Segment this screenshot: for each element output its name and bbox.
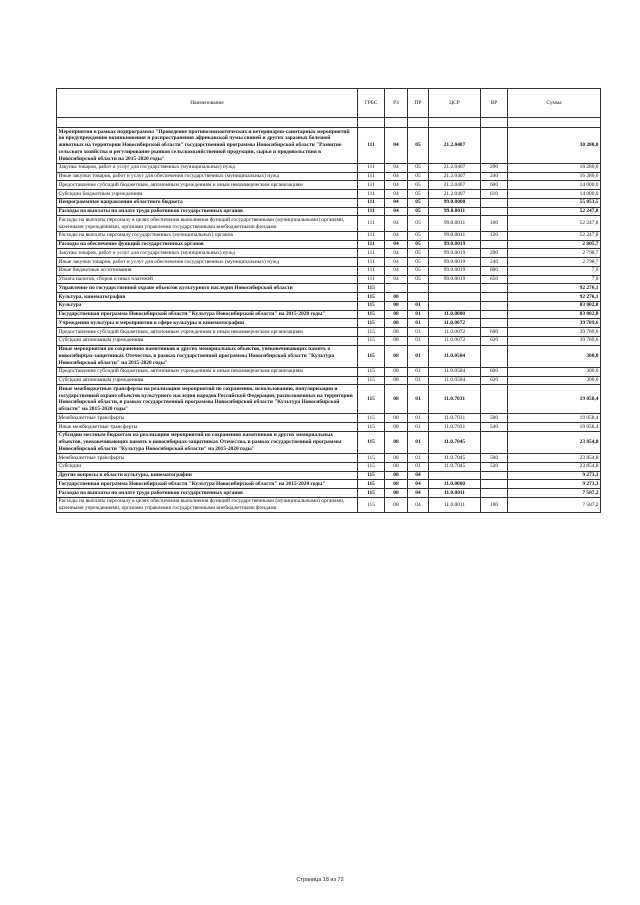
cell-vr: 520	[481, 462, 508, 471]
cell-vr: 200	[481, 249, 508, 258]
cell-vr: 500	[481, 414, 508, 423]
cell-grbs: 115	[358, 284, 385, 293]
cell-rz: 08	[385, 367, 408, 376]
cell-name: Предоставление субсидий бюджетным, автономным учреждениям и иным некоммерческим организациям	[57, 367, 358, 376]
cell-sum: 30 280,0	[508, 128, 601, 164]
cell-grbs: 115	[358, 423, 385, 432]
cell-vr: 100	[481, 216, 508, 232]
cell-vr: 620	[481, 336, 508, 345]
cell-grbs: 115	[358, 376, 385, 385]
cell-csr: 11.0.7045	[429, 431, 481, 453]
cell-rz: 08	[385, 301, 408, 310]
cell-vr	[481, 431, 508, 453]
cell-sum: 300,0	[508, 367, 601, 376]
cell-sum: 23 854,8	[508, 431, 601, 453]
table-row	[57, 293, 601, 302]
cell-vr: 500	[481, 454, 508, 463]
cell-name: Субсидии автономным учреждениям	[57, 336, 358, 345]
cell-vr: 610	[481, 190, 508, 199]
cell-sum: 9 273,3	[508, 480, 601, 489]
spacer-cell	[481, 118, 508, 128]
cell-rz: 04	[385, 258, 408, 267]
cell-vr: 540	[481, 423, 508, 432]
cell-rz: 08	[385, 480, 408, 489]
cell-rz: 04	[385, 190, 408, 199]
cell-grbs: 115	[358, 454, 385, 463]
table-row	[57, 301, 601, 310]
cell-rz: 08	[385, 423, 408, 432]
cell-vr: 600	[481, 367, 508, 376]
cell-pr: 01	[408, 301, 429, 310]
cell-name: Иные мероприятия по сохранению памятников и других мемориальных объектов, увековечивающих память о новосибирцах-защитниках Отечества, в рамках государственной программы Новосибирской области "Культура Новосибирской области" на 2015-2020 годы"	[57, 345, 358, 367]
cell-rz: 08	[385, 385, 408, 414]
cell-vr: 200	[481, 163, 508, 172]
cell-pr: 01	[408, 336, 429, 345]
table-row	[57, 258, 601, 267]
cell-name: Государственная программа Новосибирской области "Культура Новосибирской области" на 2015-2020 годы"	[57, 310, 358, 319]
cell-sum: 39 789,6	[508, 336, 601, 345]
cell-grbs: 115	[358, 497, 385, 513]
cell-pr: 01	[408, 376, 429, 385]
cell-pr: 01	[408, 345, 429, 367]
cell-vr	[481, 301, 508, 310]
cell-name: Предоставление субсидий бюджетным, автономным учреждениям и иным некоммерческим организациям	[57, 181, 358, 190]
cell-pr: 05	[408, 216, 429, 232]
cell-grbs: 111	[358, 258, 385, 267]
cell-sum: 55 053,5	[508, 198, 601, 207]
header-sum: Сумма	[508, 89, 601, 118]
cell-name: Другие вопросы в области культуры, кинематографии	[57, 471, 358, 480]
cell-vr	[481, 385, 508, 414]
cell-rz: 08	[385, 489, 408, 498]
cell-grbs: 115	[358, 336, 385, 345]
cell-vr	[481, 240, 508, 249]
cell-name: Расходы на выплаты по оплате труда работников государственных органов	[57, 489, 358, 498]
cell-sum: 14 000,0	[508, 181, 601, 190]
cell-rz: 04	[385, 216, 408, 232]
spacer-cell	[408, 118, 429, 128]
table-row	[57, 249, 601, 258]
cell-name: Культура, кинематография	[57, 293, 358, 302]
cell-pr: 04	[408, 489, 429, 498]
cell-vr	[481, 207, 508, 216]
cell-rz: 04	[385, 198, 408, 207]
cell-vr: 800	[481, 266, 508, 275]
header-name: Наименование	[57, 89, 358, 118]
cell-sum: 7,0	[508, 275, 601, 284]
cell-name: Иные закупки товаров, работ и услуг для обеспечения государственных (муниципальных) нужд	[57, 258, 358, 267]
cell-pr: 04	[408, 497, 429, 513]
cell-csr: 11.0.0072	[429, 336, 481, 345]
cell-csr: 11.0.0504	[429, 367, 481, 376]
header-spacer-row	[57, 118, 601, 128]
cell-sum: 92 276,1	[508, 284, 601, 293]
cell-grbs: 115	[358, 471, 385, 480]
cell-rz: 04	[385, 207, 408, 216]
cell-pr	[408, 284, 429, 293]
table-row	[57, 489, 601, 498]
cell-pr: 01	[408, 385, 429, 414]
cell-rz: 08	[385, 454, 408, 463]
cell-name: Расходы на выплаты персоналу государственных (муниципальных) органов	[57, 231, 358, 240]
cell-rz: 08	[385, 414, 408, 423]
cell-csr: 11.0.0504	[429, 345, 481, 367]
table-row	[57, 231, 601, 240]
cell-pr	[408, 293, 429, 302]
cell-csr	[429, 301, 481, 310]
header-rz: РЗ	[385, 89, 408, 118]
table-body	[57, 128, 601, 513]
table-row	[57, 462, 601, 471]
cell-grbs: 115	[358, 385, 385, 414]
cell-grbs: 111	[358, 275, 385, 284]
cell-pr: 01	[408, 328, 429, 337]
cell-pr: 01	[408, 319, 429, 328]
cell-sum: 19 058,4	[508, 414, 601, 423]
cell-sum: 39 789,6	[508, 319, 601, 328]
cell-sum: 83 002,8	[508, 301, 601, 310]
header-pr: ПР	[408, 89, 429, 118]
cell-vr	[481, 471, 508, 480]
cell-csr	[429, 284, 481, 293]
cell-csr: 11.0.7031	[429, 385, 481, 414]
cell-sum: 52 247,8	[508, 207, 601, 216]
cell-rz: 08	[385, 319, 408, 328]
table-row	[57, 275, 601, 284]
cell-grbs: 115	[358, 301, 385, 310]
cell-pr: 01	[408, 454, 429, 463]
cell-rz: 04	[385, 249, 408, 258]
table-row	[57, 207, 601, 216]
cell-rz: 08	[385, 293, 408, 302]
cell-pr: 01	[408, 423, 429, 432]
cell-pr: 05	[408, 258, 429, 267]
cell-pr: 01	[408, 431, 429, 453]
cell-csr: 99.0.0011	[429, 207, 481, 216]
cell-vr: 240	[481, 172, 508, 181]
budget-table	[56, 88, 601, 513]
cell-pr: 05	[408, 172, 429, 181]
cell-pr: 05	[408, 240, 429, 249]
table-row	[57, 181, 601, 190]
cell-csr: 99.0.0019	[429, 266, 481, 275]
table-row	[57, 240, 601, 249]
cell-grbs: 111	[358, 163, 385, 172]
cell-name: Расходы на обеспечение функций государственных органов	[57, 240, 358, 249]
cell-rz: 04	[385, 181, 408, 190]
table-row	[57, 128, 601, 164]
cell-sum: 2 798,7	[508, 249, 601, 258]
cell-name: Расходы на выплаты персоналу в целях обеспечения выполнения функций государственными (муниципальными) органами, казенными учреждениями, органами управления государственными внебюджетными фондами	[57, 497, 358, 513]
cell-sum: 7 587,2	[508, 489, 601, 498]
cell-name: Субсидии бюджетным учреждениям	[57, 190, 358, 199]
table-row	[57, 431, 601, 453]
cell-sum: 300,0	[508, 345, 601, 367]
cell-csr: 11.0.7045	[429, 454, 481, 463]
cell-grbs: 111	[358, 249, 385, 258]
spacer-cell	[57, 118, 358, 128]
cell-pr: 05	[408, 249, 429, 258]
cell-csr: 11.0.7031	[429, 423, 481, 432]
cell-pr: 05	[408, 207, 429, 216]
cell-pr: 01	[408, 367, 429, 376]
spacer-cell	[385, 118, 408, 128]
cell-rz: 04	[385, 231, 408, 240]
cell-name: Учреждения культуры и мероприятия в сфере культуры и кинематографии	[57, 319, 358, 328]
cell-name: Уплата налогов, сборов и иных платежей	[57, 275, 358, 284]
cell-grbs: 115	[358, 293, 385, 302]
cell-name: Расходы на выплаты персоналу в целях обеспечения выполнения функций государственными (муниципальными) органами, казенными учреждениями, органами управления государственными внебюджетными фондами	[57, 216, 358, 232]
cell-csr: 11.0.0000	[429, 310, 481, 319]
cell-grbs: 111	[358, 207, 385, 216]
cell-sum: 52 247,8	[508, 216, 601, 232]
cell-sum: 7,0	[508, 266, 601, 275]
cell-grbs: 115	[358, 328, 385, 337]
cell-grbs: 115	[358, 489, 385, 498]
cell-name: Иные межбюджетные трансферты	[57, 423, 358, 432]
cell-vr	[481, 319, 508, 328]
cell-rz: 04	[385, 172, 408, 181]
cell-name: Межбюджетные трансферты	[57, 414, 358, 423]
cell-vr: 600	[481, 328, 508, 337]
cell-sum: 19 058,4	[508, 385, 601, 414]
cell-vr: 850	[481, 275, 508, 284]
cell-grbs: 115	[358, 480, 385, 489]
cell-rz: 04	[385, 128, 408, 164]
cell-csr: 99.0.0011	[429, 216, 481, 232]
page-number: Страница 18 из 72	[296, 877, 344, 883]
cell-rz: 04	[385, 163, 408, 172]
cell-csr: 99.0.0011	[429, 231, 481, 240]
cell-pr: 05	[408, 231, 429, 240]
cell-pr: 05	[408, 266, 429, 275]
table-row	[57, 284, 601, 293]
cell-csr: 99.0.0019	[429, 240, 481, 249]
table-row	[57, 198, 601, 207]
cell-sum: 16 280,0	[508, 172, 601, 181]
table-row	[57, 190, 601, 199]
cell-vr	[481, 345, 508, 367]
cell-pr: 05	[408, 128, 429, 164]
header-vr: ВР	[481, 89, 508, 118]
cell-name: Субсидии местным бюджетам на реализацию мероприятий по сохранению памятников и других мемориальных объектов, увековечивающих память о новосибирцах-защитниках Отечества, в рамках государственной программы Новосибирской области "Культура Новосибирской области" на 2015-2020 годы"	[57, 431, 358, 453]
cell-rz: 08	[385, 497, 408, 513]
table-row	[57, 163, 601, 172]
cell-sum: 52 247,8	[508, 231, 601, 240]
cell-grbs: 111	[358, 266, 385, 275]
table-row	[57, 216, 601, 232]
cell-sum: 16 280,0	[508, 163, 601, 172]
cell-grbs: 111	[358, 240, 385, 249]
cell-vr	[481, 198, 508, 207]
cell-csr: 99.0.0019	[429, 258, 481, 267]
cell-name: Управление по государственной охране объектов культурного наследия Новосибирской области	[57, 284, 358, 293]
cell-csr: 11.0.0011	[429, 497, 481, 513]
table-row	[57, 310, 601, 319]
cell-grbs: 115	[358, 319, 385, 328]
table-row	[57, 414, 601, 423]
cell-csr: 21.2.0407	[429, 128, 481, 164]
cell-sum: 14 000,0	[508, 190, 601, 199]
cell-vr	[481, 128, 508, 164]
spacer-cell	[358, 118, 385, 128]
cell-rz: 04	[385, 275, 408, 284]
cell-rz: 08	[385, 471, 408, 480]
cell-grbs: 111	[358, 231, 385, 240]
table-row	[57, 172, 601, 181]
cell-pr: 05	[408, 163, 429, 172]
cell-pr: 01	[408, 310, 429, 319]
cell-rz: 04	[385, 240, 408, 249]
table-row	[57, 266, 601, 275]
cell-csr: 11.0.0072	[429, 328, 481, 337]
cell-pr: 04	[408, 471, 429, 480]
table-row	[57, 376, 601, 385]
cell-csr: 21.2.0407	[429, 163, 481, 172]
table-row	[57, 336, 601, 345]
cell-rz: 08	[385, 336, 408, 345]
cell-grbs: 111	[358, 172, 385, 181]
cell-sum: 2 798,7	[508, 258, 601, 267]
cell-csr: 11.0.0072	[429, 319, 481, 328]
cell-name: Межбюджетные трансферты	[57, 454, 358, 463]
table-row	[57, 385, 601, 414]
header-csr: ЦСР	[429, 89, 481, 118]
cell-grbs: 115	[358, 367, 385, 376]
cell-vr	[481, 480, 508, 489]
cell-csr: 11.0.0000	[429, 480, 481, 489]
cell-csr	[429, 293, 481, 302]
cell-vr: 620	[481, 376, 508, 385]
cell-name: Закупка товаров, работ и услуг для государственных (муниципальных) нужд	[57, 249, 358, 258]
table-row	[57, 319, 601, 328]
cell-sum: 83 002,8	[508, 310, 601, 319]
cell-sum: 7 587,2	[508, 497, 601, 513]
cell-pr: 05	[408, 190, 429, 199]
table-row	[57, 367, 601, 376]
cell-name: Мероприятия в рамках подпрограммы "Проведение противоэпизоотических и ветеринарно-санитарных мероприятий по предупреждению возникновения и распространения африканской чумы свиней и других заразных болезней животных на территории Новосибирской области" государственной программы Новосибирской области "Развитие сельского хозяйства и регулирование рынков сельскохозяйственной продукции, сырья и продовольствия в Новосибирской области на 2015-2020 годы"	[57, 128, 358, 164]
cell-sum: 92 276,1	[508, 293, 601, 302]
table-row	[57, 345, 601, 367]
cell-pr: 01	[408, 414, 429, 423]
cell-sum: 23 854,8	[508, 454, 601, 463]
table-row	[57, 497, 601, 513]
cell-grbs: 115	[358, 462, 385, 471]
cell-rz: 08	[385, 345, 408, 367]
cell-csr: 21.2.0407	[429, 172, 481, 181]
table-header-row	[57, 89, 601, 118]
cell-csr: 11.0.7031	[429, 414, 481, 423]
header-grbs: ГРБС	[358, 89, 385, 118]
cell-csr	[429, 471, 481, 480]
cell-vr	[481, 489, 508, 498]
cell-grbs: 111	[358, 128, 385, 164]
cell-rz	[385, 284, 408, 293]
cell-rz: 08	[385, 431, 408, 453]
cell-grbs: 115	[358, 345, 385, 367]
cell-grbs: 115	[358, 414, 385, 423]
cell-csr: 99.0.0000	[429, 198, 481, 207]
cell-csr: 99.0.0019	[429, 249, 481, 258]
cell-name: Иные бюджетные ассигнования	[57, 266, 358, 275]
cell-sum: 19 058,4	[508, 423, 601, 432]
cell-name: Закупка товаров, работ и услуг для государственных (муниципальных) нужд	[57, 163, 358, 172]
cell-sum: 300,0	[508, 376, 601, 385]
cell-rz: 08	[385, 328, 408, 337]
cell-name: Иные межбюджетные трансферты на реализацию мероприятий по сохранению, использованию, популяризации и государственной охране объектов культурного наследия народов Российской Федерации, расположенных на территории Новосибирской области, в рамках государственной программы Новосибирской области "Культура Новосибирской области" на 2015-2020 годы"	[57, 385, 358, 414]
cell-rz: 08	[385, 462, 408, 471]
cell-name: Расходы на выплаты по оплате труда работников государственных органов	[57, 207, 358, 216]
cell-pr: 05	[408, 181, 429, 190]
table-row	[57, 328, 601, 337]
cell-vr	[481, 310, 508, 319]
cell-csr: 21.2.0407	[429, 181, 481, 190]
cell-vr	[481, 284, 508, 293]
cell-name: Непрограммные направления областного бюджета	[57, 198, 358, 207]
cell-name: Субсидии автономным учреждениям	[57, 376, 358, 385]
cell-pr: 05	[408, 198, 429, 207]
cell-sum: 23 854,8	[508, 462, 601, 471]
cell-grbs: 115	[358, 431, 385, 453]
cell-vr: 600	[481, 181, 508, 190]
cell-vr: 120	[481, 231, 508, 240]
cell-grbs: 111	[358, 198, 385, 207]
cell-vr	[481, 293, 508, 302]
cell-sum: 9 273,3	[508, 471, 601, 480]
table-row	[57, 480, 601, 489]
spacer-cell	[429, 118, 481, 128]
cell-pr: 05	[408, 275, 429, 284]
cell-grbs: 111	[358, 181, 385, 190]
spacer-cell	[508, 118, 601, 128]
cell-csr: 11.0.0504	[429, 376, 481, 385]
cell-pr: 01	[408, 462, 429, 471]
cell-csr: 99.0.0019	[429, 275, 481, 284]
cell-name: Государственная программа Новосибирской области "Культура Новосибирской области" на 2015-2020 годы"	[57, 480, 358, 489]
cell-name: Культура	[57, 301, 358, 310]
cell-pr: 04	[408, 480, 429, 489]
cell-grbs: 115	[358, 310, 385, 319]
table-row	[57, 454, 601, 463]
cell-vr: 100	[481, 497, 508, 513]
cell-csr: 11.0.7045	[429, 462, 481, 471]
cell-grbs: 111	[358, 190, 385, 199]
cell-vr: 240	[481, 258, 508, 267]
cell-name: Субсидии	[57, 462, 358, 471]
cell-name: Предоставление субсидий бюджетным, автономным учреждениям и иным некоммерческим организациям	[57, 328, 358, 337]
cell-rz: 08	[385, 376, 408, 385]
cell-csr: 21.2.0407	[429, 190, 481, 199]
cell-name: Иные закупки товаров, работ и услуг для обеспечения государственных (муниципальных) нужд	[57, 172, 358, 181]
cell-grbs: 111	[358, 216, 385, 232]
cell-sum: 2 805,7	[508, 240, 601, 249]
cell-csr: 11.0.0011	[429, 489, 481, 498]
cell-sum: 39 789,6	[508, 328, 601, 337]
table-row	[57, 423, 601, 432]
table-row	[57, 471, 601, 480]
cell-rz: 04	[385, 266, 408, 275]
cell-rz: 08	[385, 310, 408, 319]
